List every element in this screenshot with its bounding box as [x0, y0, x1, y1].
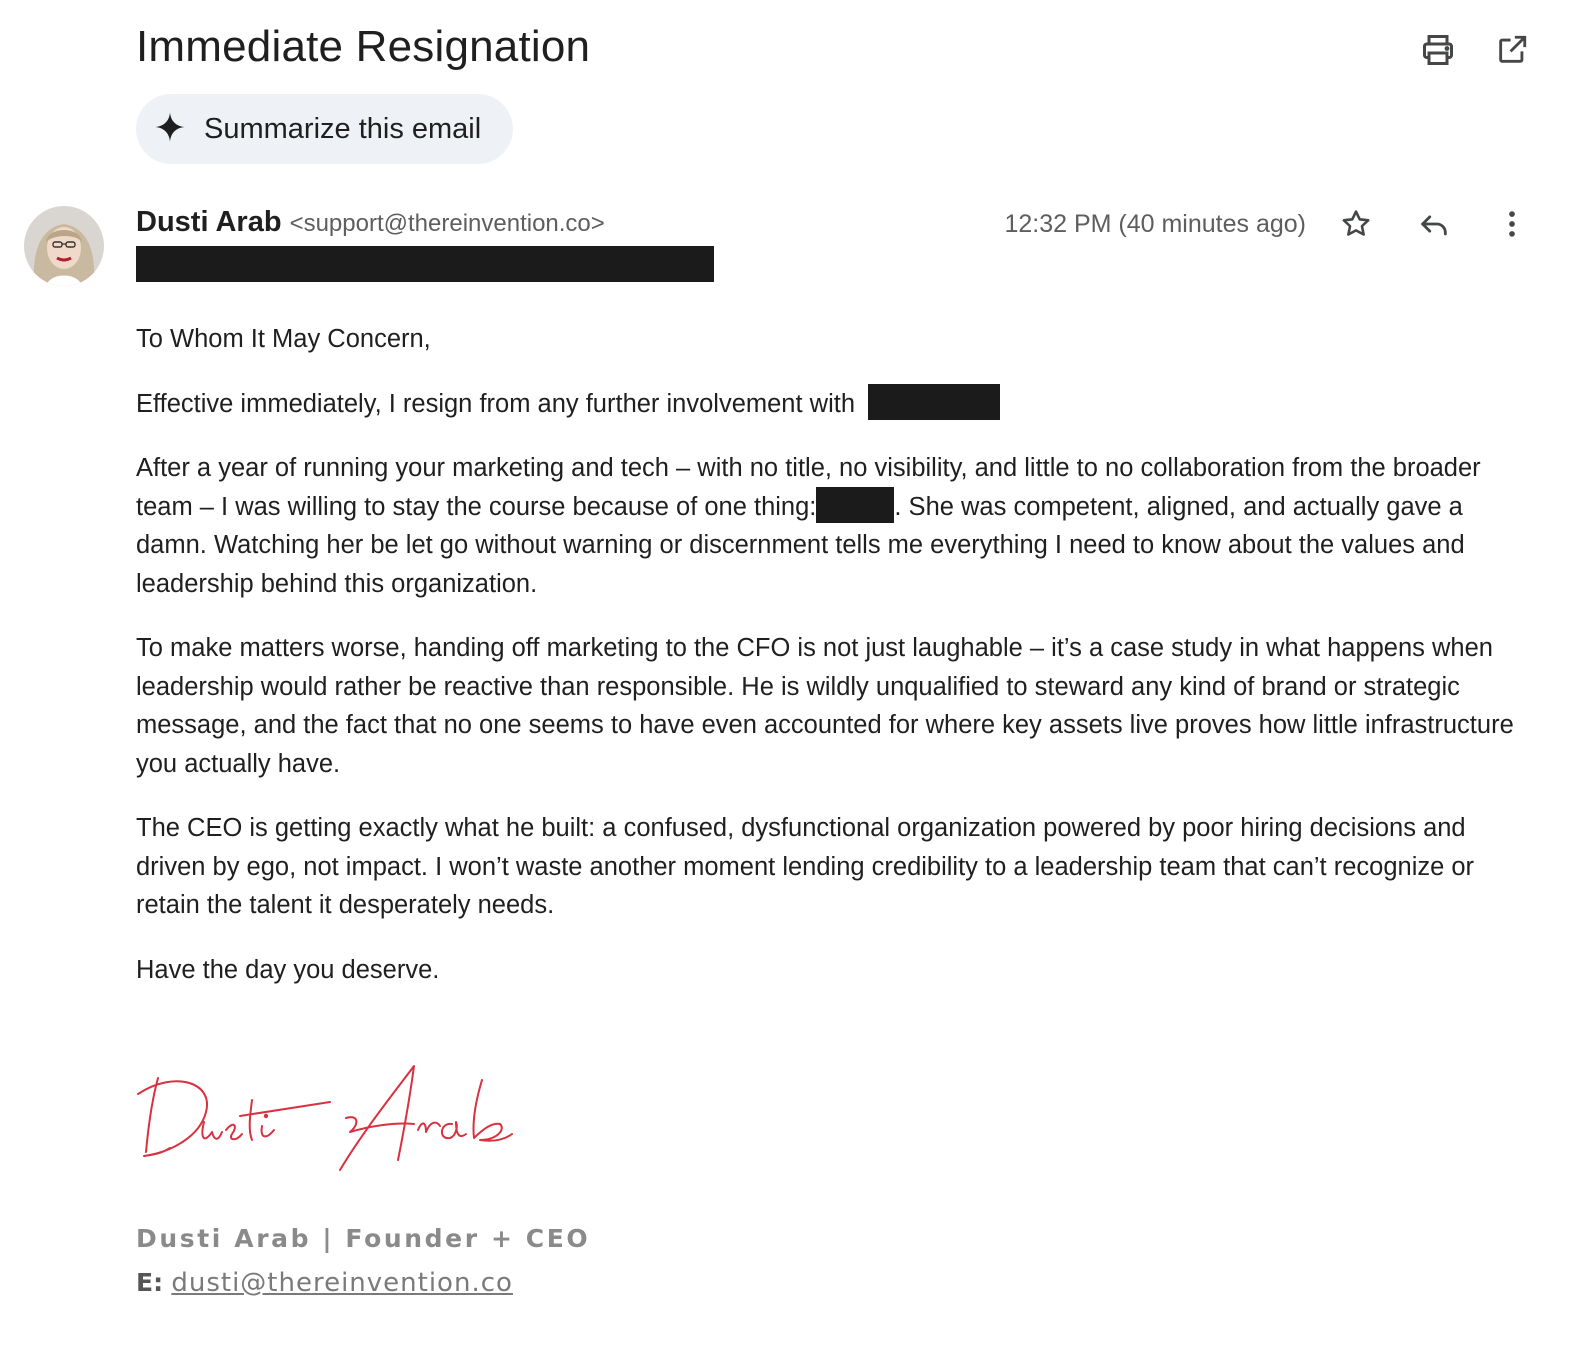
email-subject: Immediate Resignation — [136, 22, 591, 71]
paragraph-2-text-a: After a year of running your marketing and tech – with no title, no visibility, and little to no collaboration from the broader team – I was willing to stay the course because of one thing: — [136, 454, 1481, 521]
signature-email-prefix: E: — [136, 1268, 164, 1297]
paragraph-1 — [136, 385, 1516, 424]
greeting: To Whom It May Concern, — [136, 325, 431, 353]
redacted-company-name — [868, 384, 1000, 420]
email-body — [136, 320, 1516, 1015]
top-actions — [1418, 30, 1532, 70]
closing-line: Have the day you deserve. — [136, 955, 440, 984]
summarize-email-button[interactable] — [136, 94, 513, 164]
open-in-new-window-icon — [1495, 33, 1529, 67]
open-in-new-window-button[interactable] — [1492, 30, 1532, 70]
message-time: 12:32 PM (40 minutes ago) — [1004, 209, 1306, 238]
signature-title: Dusti Arab | Founder + CEO — [136, 1224, 591, 1253]
more-options-button[interactable] — [1492, 204, 1532, 244]
paragraph-3: To make matters worse, handing off marketing to the CFO is not just laughable – it’s a case study in what happens when leadership would rather be reactive than responsible. He is wildly unqualified to steward any kind of brand or strategic message, and the fact that no one seems to have even accounted for where key assets live proves how little infrastructure you actually have. — [136, 634, 1514, 778]
sender-avatar[interactable] — [24, 206, 104, 286]
redacted-recipients — [136, 246, 714, 282]
message-meta — [1004, 206, 1532, 242]
reply-icon — [1417, 207, 1451, 241]
signature-email-link[interactable]: dusti@thereinvention.co — [171, 1268, 513, 1298]
star-button[interactable] — [1336, 204, 1376, 244]
star-icon — [1339, 207, 1373, 241]
paragraph-1-text: Effective immediately, I resign from any further involvement with — [136, 389, 856, 418]
paragraph-2-text-b: . She was competent, aligned, and actually gave a damn. Watching her be let go without warning or discernment tells me everything I need to know about the values and leadership behind this organization. — [136, 492, 1465, 598]
sender-email: <support@thereinvention.co> — [289, 210, 605, 237]
more-vertical-icon — [1495, 207, 1529, 241]
signature-email-line — [136, 1266, 590, 1300]
paragraph-4: The CEO is getting exactly what he built: a confused, dysfunctional organization powered by poor hiring decisions and driven by ego, not impact. I won’t waste another moment lending credibility to a leadership team that can’t recognize or retain the talent it desperately needs. — [136, 814, 1475, 919]
print-icon — [1420, 32, 1456, 68]
handwritten-signature — [134, 1060, 534, 1180]
sender-name[interactable]: Dusti Arab — [136, 206, 282, 238]
paragraph-2 — [136, 449, 1516, 603]
sparkle-icon — [154, 111, 186, 148]
summarize-label: Summarize this email — [204, 112, 482, 145]
signature-block — [136, 1222, 590, 1300]
sender-line — [136, 206, 605, 239]
print-button[interactable] — [1418, 30, 1458, 70]
reply-button[interactable] — [1414, 204, 1454, 244]
redacted-person-name — [816, 487, 894, 523]
